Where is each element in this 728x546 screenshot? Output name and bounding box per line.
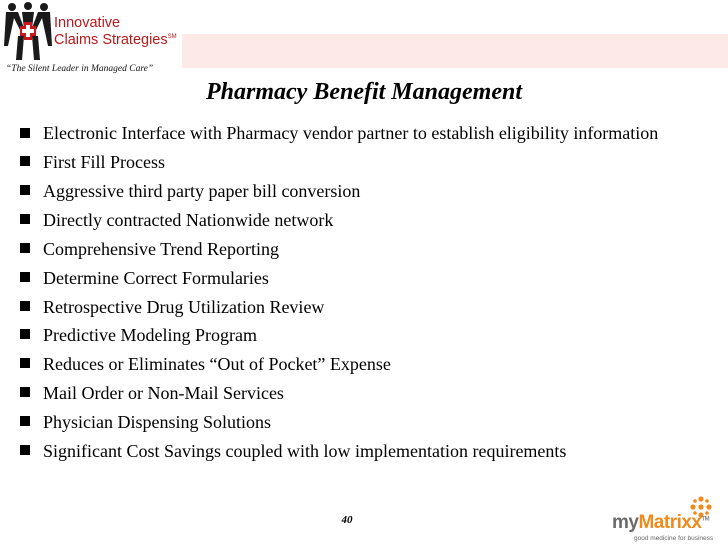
bullet-text: Determine Correct Formularies: [43, 267, 269, 288]
company-logo: [4, 2, 184, 78]
logo-text-line2: [54, 32, 177, 48]
bullet-text: Reduces or Eliminates “Out of Pocket” Expense: [43, 354, 391, 375]
square-bullet-icon: [20, 416, 30, 426]
square-bullet-icon: [20, 156, 30, 166]
square-bullet-icon: [20, 358, 30, 368]
logo-tagline: “The Silent Leader in Managed Care”: [6, 64, 154, 74]
bullet-text: Significant Cost Savings coupled with low implementation requirements: [43, 441, 567, 462]
bullet-text: Electronic Interface with Pharmacy vendor partner to establish eligibility information: [43, 123, 659, 143]
logo-text-line1: Innovative: [54, 15, 121, 31]
page-number: 40: [341, 514, 353, 526]
bullet-item: [20, 437, 660, 466]
bullet-item: [20, 177, 660, 206]
brand-logo: [612, 496, 724, 542]
bullet-text: Physician Dispensing Solutions: [43, 412, 272, 433]
bullet-item: [20, 350, 660, 379]
trademark: TM: [701, 516, 710, 523]
bullet-text: Aggressive third party paper bill conversion: [43, 180, 361, 201]
brand-name-part1: my: [612, 512, 639, 533]
logo-text-line2-label: Claims Strategies: [54, 32, 168, 48]
square-bullet-icon: [20, 214, 30, 224]
brand-tagline: good medicine for business: [634, 535, 714, 542]
bullet-item: [20, 120, 660, 146]
bullet-item: [20, 148, 660, 177]
square-bullet-icon: [20, 243, 30, 253]
bullet-text: Comprehensive Trend Reporting: [43, 238, 279, 259]
bullet-item: [20, 206, 660, 235]
brand-name: [612, 512, 709, 534]
square-bullet-icon: [20, 272, 30, 282]
square-bullet-icon: [20, 128, 30, 138]
square-bullet-icon: [20, 329, 30, 339]
brand-name-part2: Matrixx: [638, 512, 702, 533]
square-bullet-icon: [20, 387, 30, 397]
square-bullet-icon: [20, 301, 30, 311]
bullet-text: Predictive Modeling Program: [43, 325, 257, 346]
square-bullet-icon: [20, 185, 30, 195]
bullet-item: [20, 235, 660, 264]
service-mark: SM: [167, 34, 177, 41]
bullet-list: [20, 120, 660, 466]
bullet-text: Directly contracted Nationwide network: [43, 209, 334, 230]
bullet-item: [20, 264, 660, 293]
bullet-text: First Fill Process: [43, 152, 166, 172]
bullet-item: [20, 408, 660, 437]
header-band: [182, 34, 728, 68]
bullet-text: Mail Order or Non-Mail Services: [43, 383, 284, 404]
square-bullet-icon: [20, 445, 30, 455]
slide-title: Pharmacy Benefit Management: [206, 79, 522, 105]
bullet-item: [20, 321, 660, 350]
people-cross-logo-icon: [4, 2, 52, 62]
bullet-item: [20, 293, 660, 322]
bullet-text: Retrospective Drug Utilization Review: [43, 296, 325, 317]
bullet-item: [20, 379, 660, 408]
